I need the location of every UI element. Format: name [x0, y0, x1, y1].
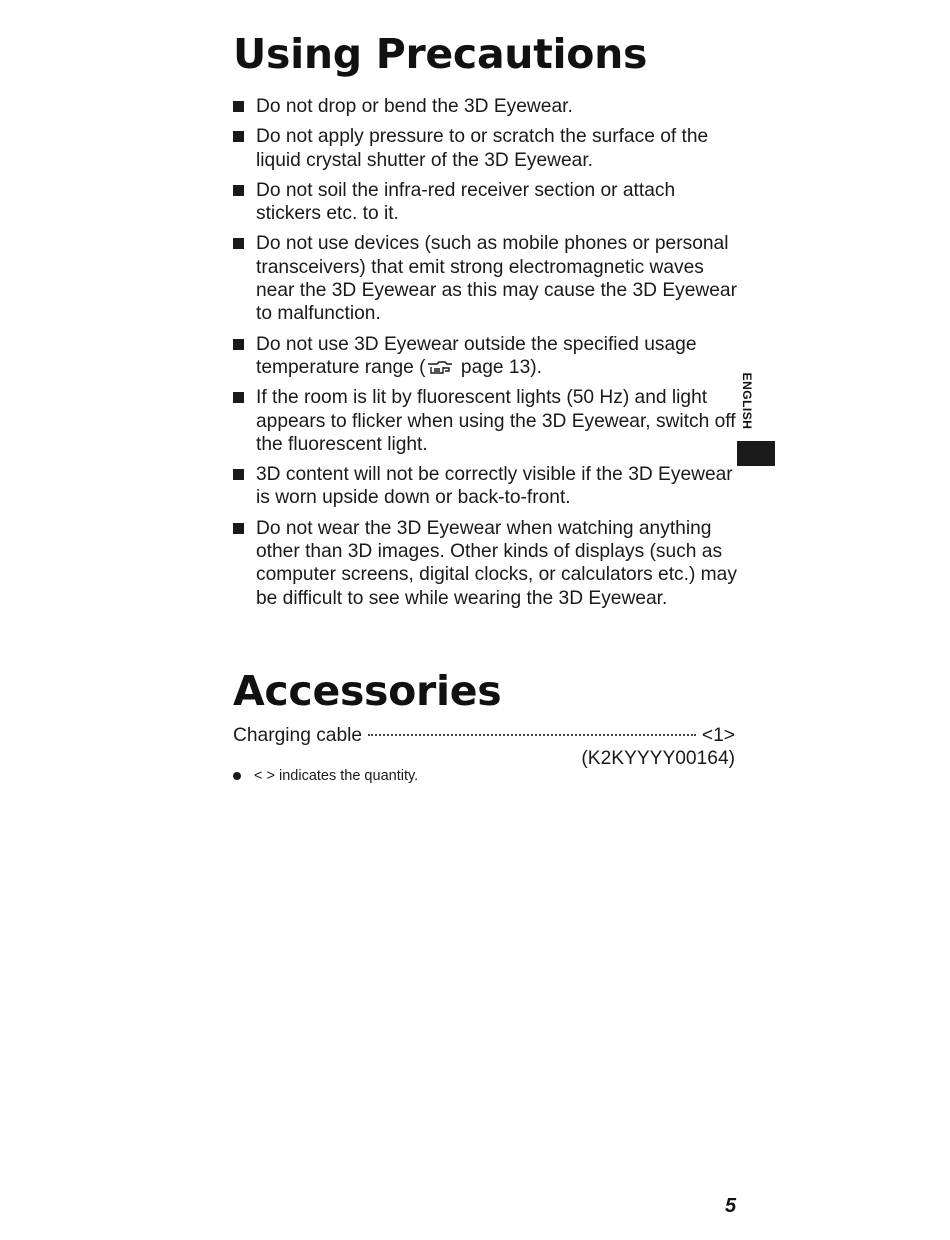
item-text-before: Do not use 3D Eyewear outside the specified usage temperature range ( — [256, 333, 697, 378]
accessory-quantity: <1> — [701, 725, 735, 746]
bullet-square-icon — [233, 238, 244, 249]
accessory-part-number: (K2KYYYY00164) — [581, 748, 735, 769]
list-item — [233, 333, 743, 380]
item-text: Do not wear the 3D Eyewear when watching anything other than 3D images. Other kinds of displays (such as computer screens, digital clocks, or calculators etc.) may be difficult to see while wearing the 3D Eyewear. — [256, 517, 737, 609]
language-tab-marker — [737, 441, 775, 466]
quantity-note — [233, 768, 418, 784]
list-item — [233, 232, 743, 325]
bullet-square-icon — [233, 131, 244, 142]
language-tab — [735, 366, 759, 436]
bullet-square-icon — [233, 101, 244, 112]
list-item — [233, 95, 743, 118]
accessory-name: Charging cable — [233, 725, 363, 746]
dot-leader — [368, 734, 696, 736]
page-reference-icon — [427, 360, 453, 374]
item-text: Do not apply pressure to or scratch the surface of the liquid crystal shutter of the 3D Eyewear. — [256, 126, 709, 171]
bullet-square-icon — [233, 339, 244, 350]
item-text-after: page 13). — [455, 356, 542, 378]
bullet-square-icon — [233, 392, 244, 403]
bullet-square-icon — [233, 523, 244, 534]
item-text: 3D content will not be correctly visible if the 3D Eyewear is worn upside down or back-to-front. — [256, 464, 733, 509]
list-item — [233, 179, 743, 226]
item-text: If the room is lit by fluorescent lights (50 Hz) and light appears to flicker when using the 3D Eyewear, switch off the fluorescent light. — [256, 387, 736, 455]
list-item — [233, 386, 743, 456]
note-text: < > indicates the quantity. — [254, 768, 419, 784]
list-item — [233, 125, 743, 172]
list-item — [233, 517, 743, 610]
language-tab-label: ENGLISH — [740, 372, 754, 430]
item-text: Do not soil the infra-red receiver section or attach stickers etc. to it. — [256, 179, 676, 225]
section-title: Accessories — [233, 667, 502, 715]
list-item — [233, 463, 743, 510]
item-text: Do not use devices (such as mobile phones or personal transceivers) that emit strong electromagnetic waves near the 3D Eyewear as this may cause the 3D Eyewear to malfunction. — [256, 233, 737, 325]
precautions-list — [233, 95, 743, 617]
bullet-dot-icon — [233, 772, 241, 780]
page-number: 5 — [725, 1195, 737, 1217]
accessory-row — [233, 725, 735, 749]
page-title: Using Precautions — [233, 30, 648, 78]
bullet-square-icon — [233, 185, 244, 196]
bullet-square-icon — [233, 469, 244, 480]
item-text: Do not drop or bend the 3D Eyewear. — [256, 96, 573, 117]
